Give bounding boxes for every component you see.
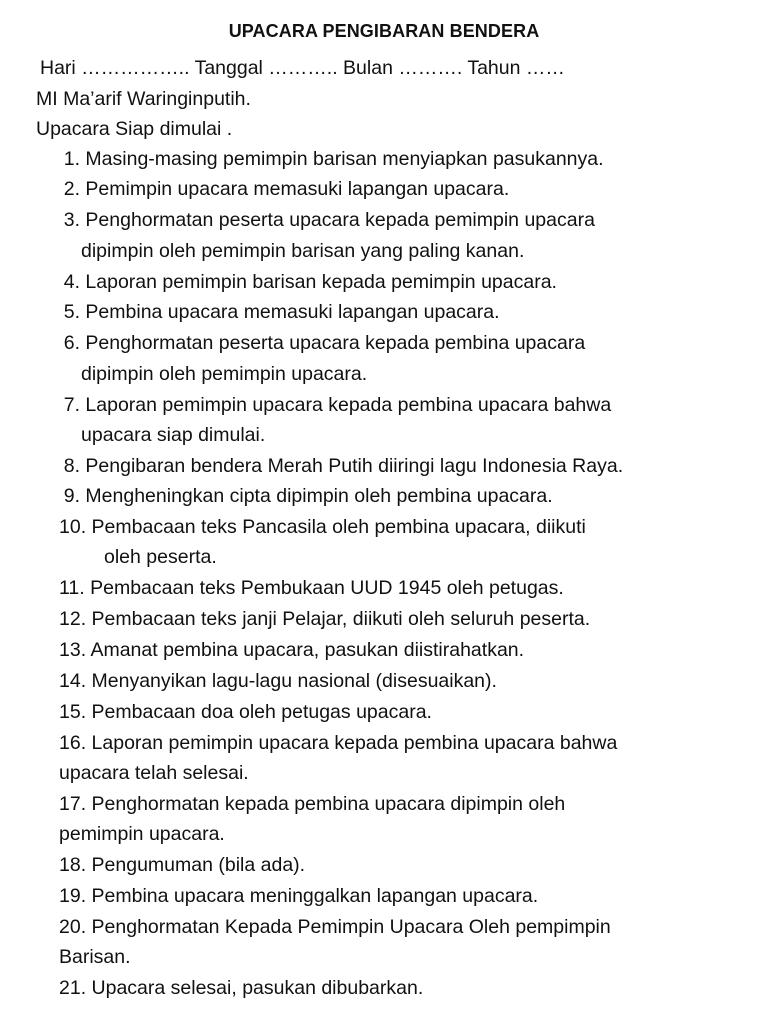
- item-text: Pemimpin upacara memasuki lapangan upacara.: [85, 178, 510, 200]
- list-item: [59, 913, 611, 941]
- item-number: 15.: [59, 701, 87, 723]
- item-continuation: pemimpin upacara.: [59, 823, 225, 845]
- item-number: 21.: [59, 977, 87, 999]
- item-number: 5.: [63, 301, 80, 323]
- list-item: [59, 974, 423, 1002]
- item-number: 6.: [63, 332, 80, 354]
- list-item: [58, 391, 611, 419]
- list-item: [58, 452, 623, 480]
- school-name: MI Ma’arif Waringinputih.: [36, 88, 251, 110]
- list-item: [58, 268, 557, 296]
- list-item: [59, 790, 565, 818]
- document-title: UPACARA PENGIBARAN BENDERA: [228, 21, 540, 41]
- item-continuation: upacara telah selesai.: [59, 762, 249, 784]
- item-number: 11.: [59, 577, 85, 599]
- list-item: [59, 882, 538, 910]
- item-continuation: dipimpin oleh pemimpin barisan yang paling kanan.: [81, 240, 525, 262]
- item-number: 10.: [59, 516, 87, 538]
- list-item: [58, 298, 500, 326]
- item-text: Pembacaan doa oleh petugas upacara.: [91, 701, 432, 723]
- date-line: Hari …………….. Tanggal ……….. Bulan ………. Tahun ……: [40, 57, 565, 79]
- list-item: [59, 698, 432, 726]
- item-number: 17.: [59, 793, 87, 815]
- item-number: 7.: [63, 394, 80, 416]
- item-text: Laporan pemimpin barisan kepada pemimpin upacara.: [85, 271, 557, 293]
- item-text: Pembacaan teks janji Pelajar, diikuti oleh seluruh peserta.: [91, 608, 591, 630]
- list-item: [58, 206, 595, 234]
- item-continuation: dipimpin oleh pemimpin upacara.: [81, 363, 368, 385]
- list-item: [58, 145, 604, 173]
- item-text: Pembacaan teks Pancasila oleh pembina upacara, diikuti: [91, 516, 586, 538]
- item-text: Mengheningkan cipta dipimpin oleh pembina upacara.: [85, 485, 553, 507]
- item-text: Laporan pemimpin upacara kepada pembina upacara bahwa: [91, 732, 618, 754]
- item-number: 3.: [63, 209, 80, 231]
- item-number: 12.: [59, 608, 87, 630]
- list-item: [59, 574, 564, 602]
- list-item: [58, 175, 509, 203]
- item-number: 20.: [59, 916, 87, 938]
- item-number: 18.: [59, 854, 87, 876]
- item-number: 2.: [63, 178, 80, 200]
- item-number: 8.: [63, 455, 80, 477]
- item-text: Pengibaran bendera Merah Putih diiringi lagu Indonesia Raya.: [85, 455, 624, 477]
- item-text: Pembacaan teks Pembukaan UUD 1945 oleh petugas.: [90, 577, 564, 599]
- item-text: Pembina upacara meninggalkan lapangan upacara.: [91, 885, 539, 907]
- item-text: Penghormatan peserta upacara kepada pembina upacara: [85, 332, 586, 354]
- list-item: [59, 729, 617, 757]
- item-text: Masing-masing pemimpin barisan menyiapkan pasukannya.: [85, 148, 604, 170]
- item-text: Pembina upacara memasuki lapangan upacara.: [85, 301, 500, 323]
- item-number: 13.: [59, 639, 87, 661]
- item-number: 4.: [63, 271, 80, 293]
- item-number: 14.: [59, 670, 87, 692]
- item-continuation: upacara siap dimulai.: [81, 424, 266, 446]
- intro-line: Upacara Siap dimulai .: [36, 118, 233, 140]
- item-number: 19.: [59, 885, 87, 907]
- item-continuation: oleh peserta.: [104, 546, 217, 568]
- item-text: Pengumuman (bila ada).: [91, 854, 306, 876]
- list-item: [59, 636, 524, 664]
- item-text: Penghormatan peserta upacara kepada pemimpin upacara: [85, 209, 595, 231]
- item-text: Laporan pemimpin upacara kepada pembina upacara bahwa: [85, 394, 612, 416]
- item-text: Upacara selesai, pasukan dibubarkan.: [91, 977, 424, 999]
- item-number: 16.: [59, 732, 87, 754]
- item-text: Amanat pembina upacara, pasukan diistirahatkan.: [90, 639, 525, 661]
- item-text: Penghormatan kepada pembina upacara dipimpin oleh: [91, 793, 566, 815]
- list-item: [59, 605, 590, 633]
- item-number: 1.: [63, 148, 80, 170]
- item-continuation: Barisan.: [59, 946, 131, 968]
- list-item: [58, 329, 585, 357]
- item-text: Penghormatan Kepada Pemimpin Upacara Oleh pempimpin: [91, 916, 611, 938]
- list-item: [59, 513, 586, 541]
- list-item: [59, 851, 305, 879]
- item-text: Menyanyikan lagu-lagu nasional (disesuaikan).: [91, 670, 497, 692]
- item-number: 9.: [63, 485, 80, 507]
- list-item: [58, 482, 553, 510]
- list-item: [59, 667, 497, 695]
